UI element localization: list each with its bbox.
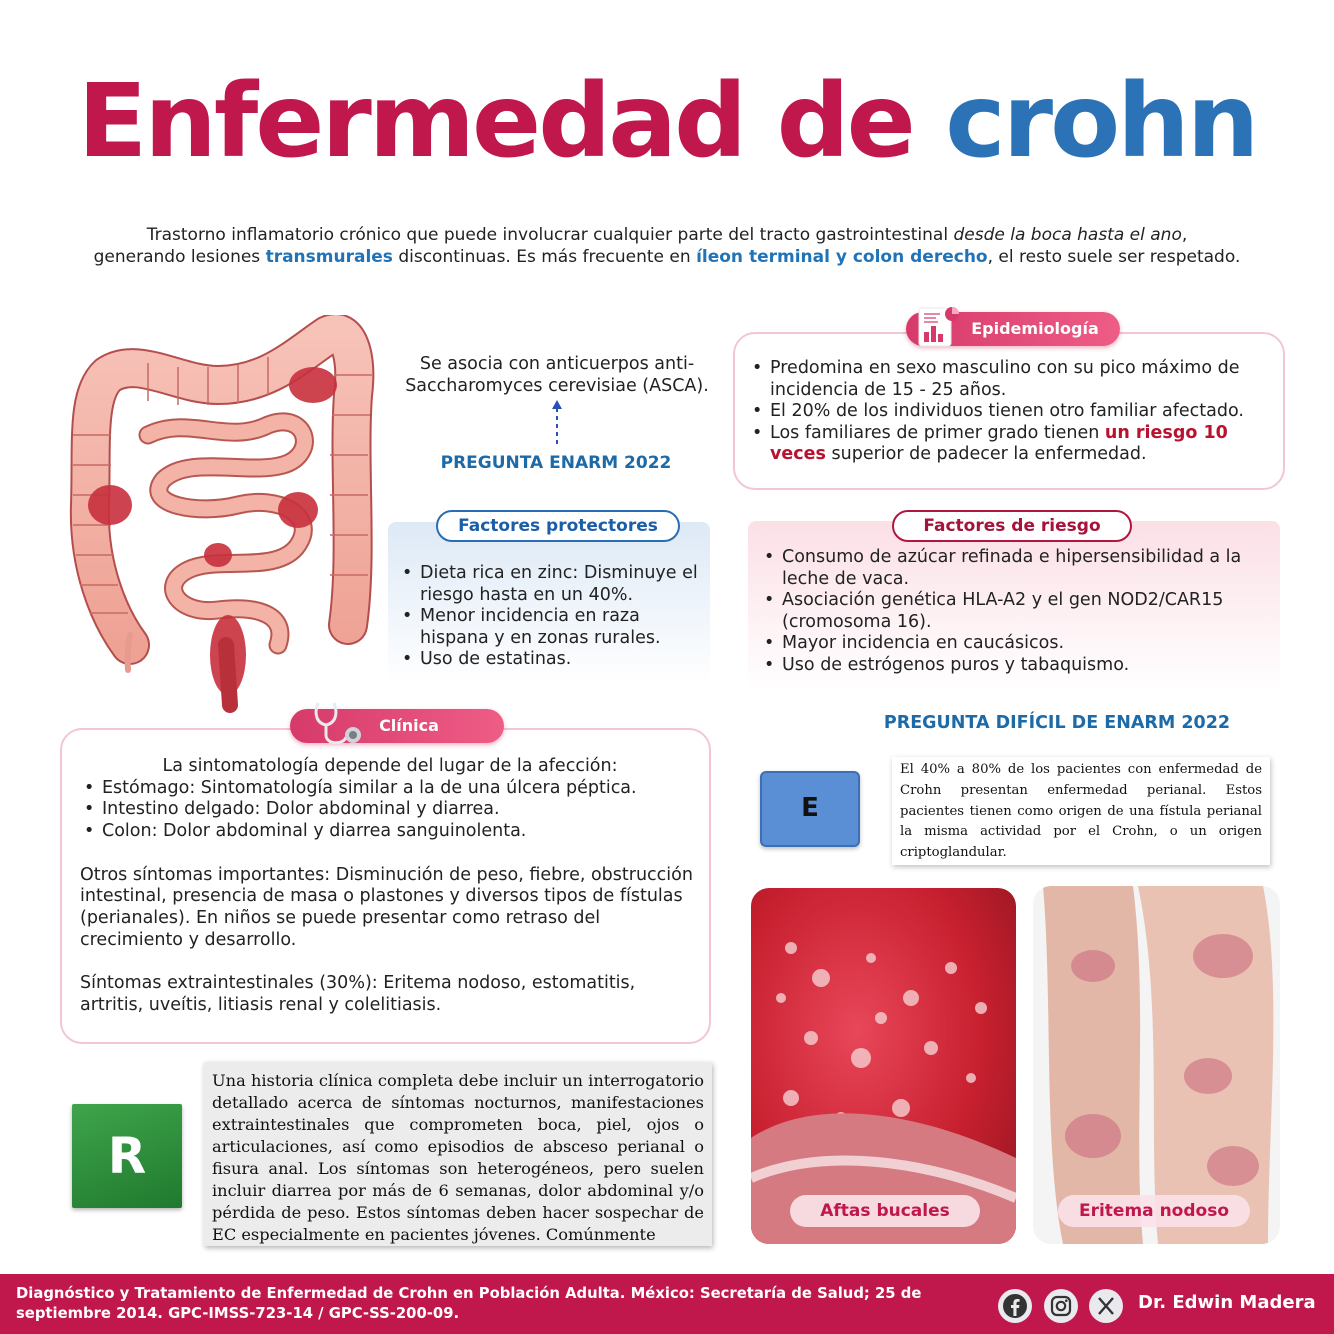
mouth-ulcers-photo — [751, 888, 1016, 1244]
instagram-icon[interactable] — [1044, 1289, 1078, 1323]
intro-highlight: íleon terminal y colon derecho — [696, 247, 988, 267]
intro-text: generando lesiones — [93, 247, 266, 267]
list-item: • Uso de estrógenos puros y tabaquismo. — [760, 655, 1270, 677]
asca-note: Se asocia con anticuerpos anti-Saccharomyces cerevisiae (ASCA). — [405, 354, 709, 396]
intestine-illustration — [68, 315, 378, 715]
stethoscope-icon — [310, 699, 364, 751]
list-item: • Uso de estatinas. — [398, 649, 698, 671]
protective-factors-header: Factores protectores — [436, 510, 680, 542]
statistics-chart-icon — [916, 304, 962, 350]
list-item-highlight: un riesgo 10 veces — [770, 422, 1228, 464]
title-part-blue: crohn — [945, 62, 1257, 181]
epidemiology-list — [748, 358, 1268, 466]
answer-explanation: El 40% a 80% de los pacientes con enfermedad de Crohn presentan enfermedad perianal. Estos pacientes tienen como origen de una fístula perianal la misma actividad por el Crohn, o un origen criptoglandular. — [892, 757, 1270, 865]
enarm-question-label: PREGUNTA ENARM 2022 — [440, 453, 672, 473]
intro-highlight: transmurales — [265, 247, 393, 267]
risk-factors-header: Factores de riesgo — [892, 510, 1132, 542]
author-name: Dr. Edwin Madera — [1138, 1292, 1316, 1313]
answer-box: E — [760, 771, 860, 847]
list-item: • Menor incidencia en raza hispana y en zonas rurales. — [398, 606, 698, 649]
recommendation-text: Una historia clínica completa debe incluir un interrogatorio detallado acerca de síntomas nocturnos, manifestaciones extraintestinales que comprometen boca, piel, ojos o articulaciones, así como episodios de absceso perianal o fisura anal. Los síntomas son heterogéneos, pero suelen incluir diarrea por más de 6 semanas, dolor abdominal y/o pérdida de peso. Estos síntomas deben hacer sospechar de EC especialmente en pacientes jóvenes. Comúnmente — [204, 1062, 712, 1246]
list-item: • Asociación genética HLA-A2 y el gen NOD2/CAR15 (cromosoma 16). — [760, 590, 1270, 633]
x-glyph — [1089, 1289, 1123, 1323]
clinical-text — [80, 756, 700, 1016]
hard-question-title: PREGUNTA DIFÍCIL DE ENARM 2022 — [883, 713, 1231, 733]
intro-text: discontinuas. Es más frecuente en — [392, 247, 697, 267]
erythema-photo — [1033, 886, 1280, 1244]
list-item: • Colon: Dolor abdominal y diarrea sanguinolenta. — [80, 821, 700, 843]
list-item: • Estómago: Sintomatología similar a la de una úlcera péptica. — [80, 778, 700, 800]
risk-factors-list — [760, 547, 1270, 676]
clinical-list — [80, 778, 700, 843]
footer-citation: Diagnóstico y Tratamiento de Enfermedad de Crohn en Población Adulta. México: Secretaría de Salud; 25 de septiembre 2014. GPC-IMSS-723-14 / GPC-SS-200-09. — [16, 1285, 922, 1322]
recommendation-badge: R — [72, 1104, 182, 1208]
clinical-other-symptoms: Otros síntomas importantes: Disminución de peso, fiebre, obstrucción intestinal, presencia de masa o plastones y diversos tipos de fístulas (perianales). En niños se puede presentar como retraso del crecimiento y desarrollo. — [80, 864, 693, 950]
aphthae-image — [751, 888, 1016, 1244]
intro-paragraph — [40, 224, 1294, 268]
intro-text: , — [1181, 225, 1188, 245]
facebook-icon[interactable] — [998, 1289, 1032, 1323]
epidemiology-label: Epidemiología — [971, 319, 1099, 338]
intro-text: Trastorno inflamatorio crónico que puede involucrar cualquier parte del tracto gastrointestinal — [146, 225, 954, 245]
list-item: • Mayor incidencia en caucásicos. — [760, 633, 1270, 655]
x-icon[interactable] — [1089, 1289, 1123, 1323]
instagram-glyph — [1044, 1289, 1078, 1323]
protective-factors-list — [398, 563, 698, 671]
list-item: • Predomina en sexo masculino con su pico máximo de incidencia de 15 - 25 años. — [748, 358, 1268, 401]
list-item-text: Los familiares de primer grado tienen — [770, 422, 1105, 443]
clinical-intro: La sintomatología depende del lugar de la afección: — [162, 756, 618, 776]
arrow-up-icon — [550, 400, 564, 450]
clinical-extraintestinal: Síntomas extraintestinales (30%): Eritema nodoso, estomatitis, artritis, uveítis, litiasis renal y colelitiasis. — [80, 973, 636, 1015]
list-item-text: superior de padecer la enfermedad. — [825, 444, 1147, 464]
clinical-label: Clínica — [379, 716, 439, 735]
list-item: • Consumo de azúcar refinada e hipersensibilidad a la leche de vaca. — [760, 547, 1270, 590]
title-part-red: Enfermedad de — [77, 62, 913, 181]
list-item: • El 20% de los individuos tienen otro familiar afectado. — [748, 401, 1268, 423]
facebook-glyph — [998, 1289, 1032, 1323]
intro-text: , el resto suele ser respetado. — [987, 247, 1241, 267]
list-item — [748, 423, 1268, 466]
list-item: • Intestino delgado: Dolor abdominal y diarrea. — [80, 799, 700, 821]
page-title — [0, 52, 1334, 192]
caption-aphthae: Aftas bucales — [790, 1195, 980, 1227]
caption-erythema: Eritema nodoso — [1058, 1195, 1250, 1227]
erythema-nodosum-image — [1033, 886, 1280, 1244]
intro-italic: desde la boca hasta el ano — [953, 225, 1182, 245]
list-item: • Dieta rica en zinc: Disminuye el riesgo hasta en un 40%. — [398, 563, 698, 606]
